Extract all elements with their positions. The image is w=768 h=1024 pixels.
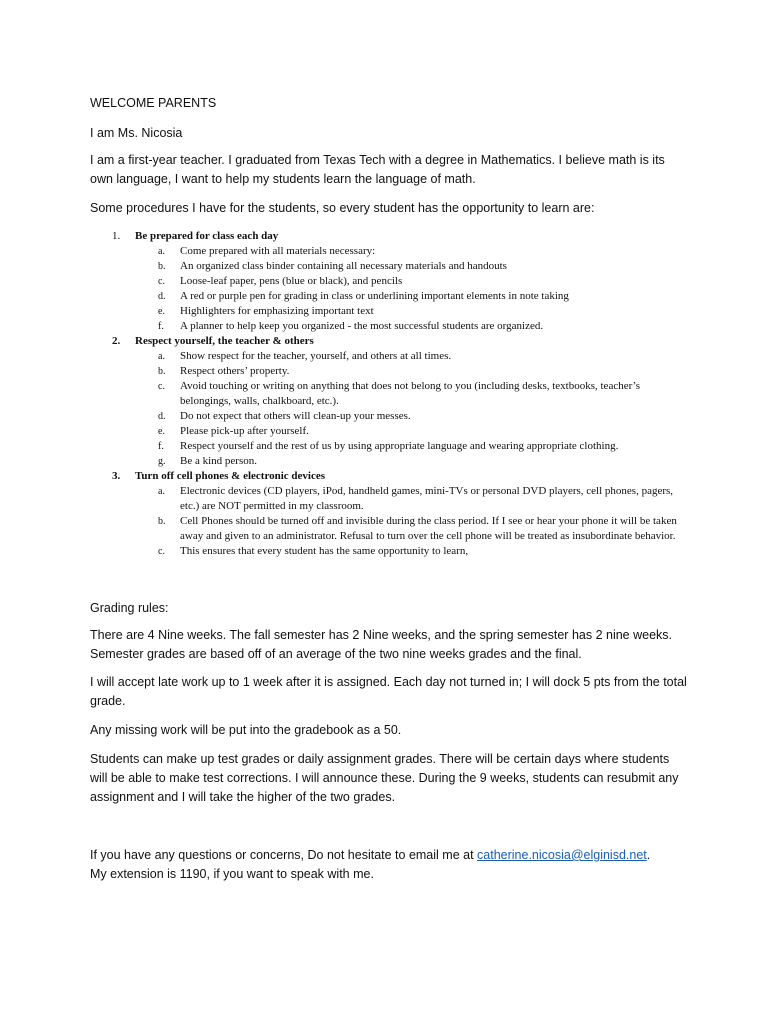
list-item: c. Loose-leaf paper, pens (blue or black), and pencils xyxy=(158,275,403,287)
list-item: b. An organized class binder containing all necessary materials and handouts xyxy=(158,260,507,272)
contact-suffix: . xyxy=(646,848,651,862)
list-item: a. Electronic devices (CD players, iPod, handheld games, mini-TVs or personal DVD players, cell phones, pagers, etc.) are NOT permitted in my classroom. xyxy=(158,485,674,512)
procedure-number: 3. xyxy=(112,470,121,482)
procedure-item xyxy=(110,469,690,559)
procedure-item xyxy=(110,334,690,469)
grading-paragraph-2: I will accept late work up to 1 week after it is assigned. Each day not turned in; I will dock 5 pts from the total grade. xyxy=(90,675,687,708)
grading-paragraph-4: Students can make up test grades or daily assignment grades. There will be certain days where students will be able to make test corrections. I will announce these. During the 9 weeks, students can resubmit any assignment and I will take the higher of the two grades. xyxy=(90,752,679,804)
list-item: b. Respect others’ property. xyxy=(158,365,290,377)
list-item: d. Do not expect that others will clean-up your messes. xyxy=(158,410,411,422)
list-item: c. Avoid touching or writing on anything that does not belong to you (including desks, textbooks, teacher’s belongings, walls, chalkboard, etc.). xyxy=(158,380,640,407)
list-item: f. A planner to help keep you organized - the most successful students are organized. xyxy=(158,320,544,332)
procedure-subitems xyxy=(135,244,690,334)
email-link[interactable]: catherine.nicosia@elginisd.net xyxy=(477,848,647,862)
procedures-intro: Some procedures I have for the students, so every student has the opportunity to learn are: xyxy=(90,201,595,215)
intro-paragraph: I am a first-year teacher. I graduated from Texas Tech with a degree in Mathematics. I believe math is its own language, I want to help my students learn the language of math. xyxy=(90,153,665,186)
list-item: e. Highlighters for emphasizing important text xyxy=(158,305,374,317)
list-item: a. Show respect for the teacher, yourself, and others at all times. xyxy=(158,350,452,362)
procedure-subitems xyxy=(135,484,690,559)
procedure-subitems xyxy=(135,349,690,469)
list-item: g. Be a kind person. xyxy=(158,455,257,467)
list-item: e. Please pick-up after yourself. xyxy=(158,425,309,437)
grading-paragraph-3: Any missing work will be put into the gradebook as a 50. xyxy=(90,723,402,737)
procedure-title: Be prepared for class each day xyxy=(135,230,279,242)
grading-heading: Grading rules: xyxy=(90,601,169,615)
contact-prefix: If you have any questions or concerns, Do not hesitate to email me at xyxy=(90,848,478,862)
contact-line xyxy=(90,846,690,865)
procedure-number: 2. xyxy=(112,335,121,347)
page-heading: WELCOME PARENTS xyxy=(90,96,217,110)
list-item: c. This ensures that every student has the same opportunity to learn, xyxy=(158,545,469,557)
list-item: a. Come prepared with all materials necessary: xyxy=(158,245,376,257)
list-item: f. Respect yourself and the rest of us by using appropriate language and wearing appropriate clothing. xyxy=(158,440,619,452)
grading-paragraph-1: There are 4 Nine weeks. The fall semester has 2 Nine weeks, and the spring semester has 2 nine weeks. Semester grades are based off of an average of the two nine weeks grades and the final. xyxy=(90,628,673,661)
procedures-list xyxy=(110,229,690,559)
procedure-item xyxy=(110,229,690,334)
extension-line: My extension is 1190, if you want to speak with me. xyxy=(90,867,374,881)
list-item: b. Cell Phones should be turned off and invisible during the class period. If I see or hear your phone it will be taken away and given to an administrator. Refusal to turn over the cell phone will be treated as insubordinate behavior. xyxy=(158,515,677,542)
procedure-number: 1. xyxy=(112,230,121,242)
procedure-title: Respect yourself, the teacher & others xyxy=(135,335,314,347)
list-item: d. A red or purple pen for grading in class or underlining important elements in note taking xyxy=(158,290,569,302)
procedure-title: Turn off cell phones & electronic devices xyxy=(135,470,326,482)
intro-name: I am Ms. Nicosia xyxy=(90,126,183,140)
